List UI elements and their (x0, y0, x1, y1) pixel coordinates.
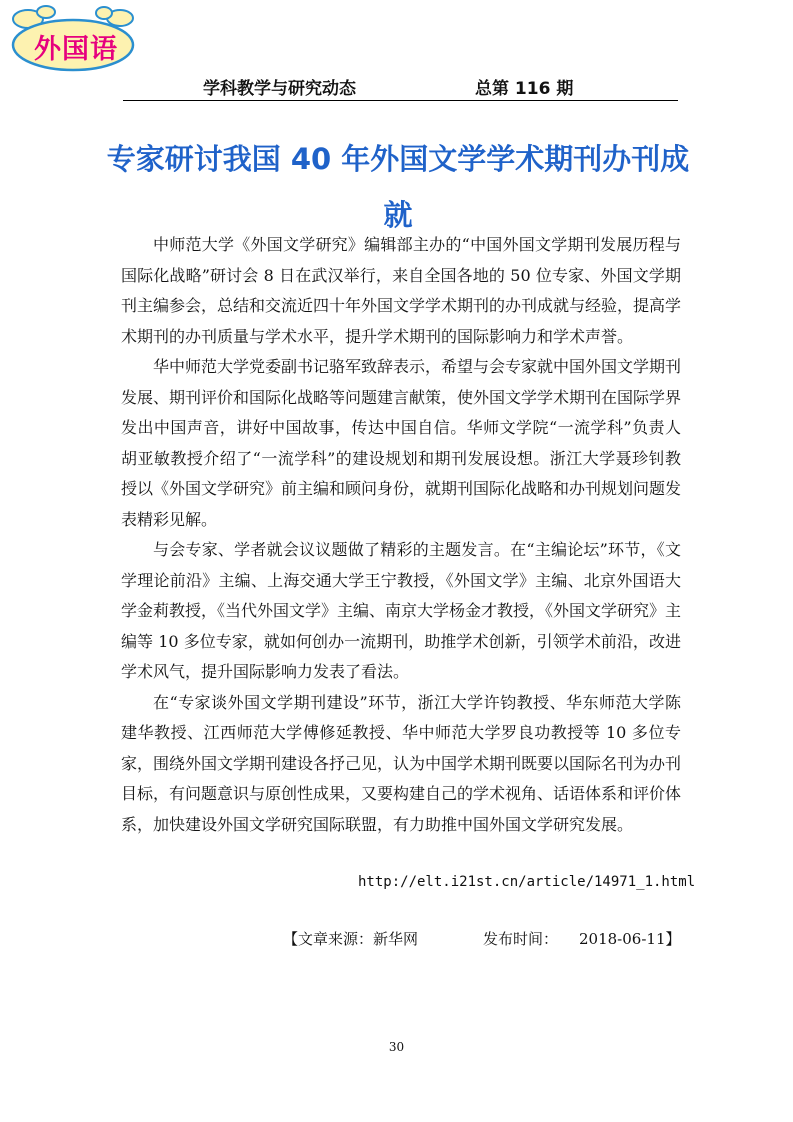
article-paragraph: 华中师范大学党委副书记骆军致辞表示，希望与会专家就中国外国文学期刊发展、期刊评价和国际化战略等问题建言献策，使外国文学学术期刊在国际学界发出中国声音，讲好中国故事，传达中国自信。华师文学院“一流学科”负责人胡亚敏教授介绍了“一流学科”的建设规划和期刊发展设想。浙江大学聂珍钊教授以《外国文学研究》前主编和顾问身份，就期刊国际化战略和办刊规划问题发表精彩见解。 (121, 357, 682, 529)
article-paragraph: 与会专家、学者就会议议题做了精彩的主题发言。在“主编论坛”环节，《文学理论前沿》主编、上海交通大学王宁教授，《外国文学》主编、北京外国语大学金莉教授，《当代外国文学》主编、南京大学杨金才教授，《外国文学研究》主编等 10 多位专家，就如何创办一流期刊，助推学术创新，引领学术前沿，改进学术风气，提升国际影响力发表了看法。 (121, 540, 682, 681)
article-paragraph: 在“专家谈外国文学期刊建设”环节，浙江大学许钧教授、华东师范大学陈建华教授、江西师范大学傅修延教授、华中师范大学罗良功教授等 10 多位专家，围绕外国文学期刊建设各抒己见，认为中国学术期刊既要以国际名刊为办刊目标，有问题意识与原创性成果，又要构建自己的学术视角、话语体系和评价体系，加快建设外国文学研究国际联盟，有力助推中国外国文学研究发展。 (121, 692, 682, 834)
source-url-link[interactable]: http://elt.i21st.cn/article/14971_1.html (358, 874, 696, 890)
source-label: 【文章来源：新华网 (283, 930, 419, 948)
page-number: 30 (388, 1040, 405, 1054)
header-issue-number: 总第 116 期 (475, 79, 574, 99)
header-section-title: 学科教学与研究动态 (203, 79, 356, 99)
publish-date: 2018-06-11】 (579, 930, 681, 948)
publish-date-label: 发布时间： (483, 930, 559, 948)
article-body (121, 230, 681, 840)
article-paragraph: 中师范大学《外国文学研究》编辑部主办的“中国外国文学期刊发展历程与国际化战略”研讨会 8 日在武汉举行，来自全国各地的 50 位专家、外国文学期刊主编参会，总结和交流近四十年外国文学学术期刊的办刊成就与经验，提高学术期刊的办刊质量与学术水平，提升学术期刊的国际影响力和学术声誉。 (121, 235, 682, 346)
source-attribution (283, 928, 681, 949)
logo-badge (8, 5, 138, 73)
article-title: 专家研讨我国 40 年外国文学学术期刊办刊成就 (106, 142, 690, 233)
running-header (123, 60, 678, 101)
logo-text: 外国语 (34, 34, 118, 65)
